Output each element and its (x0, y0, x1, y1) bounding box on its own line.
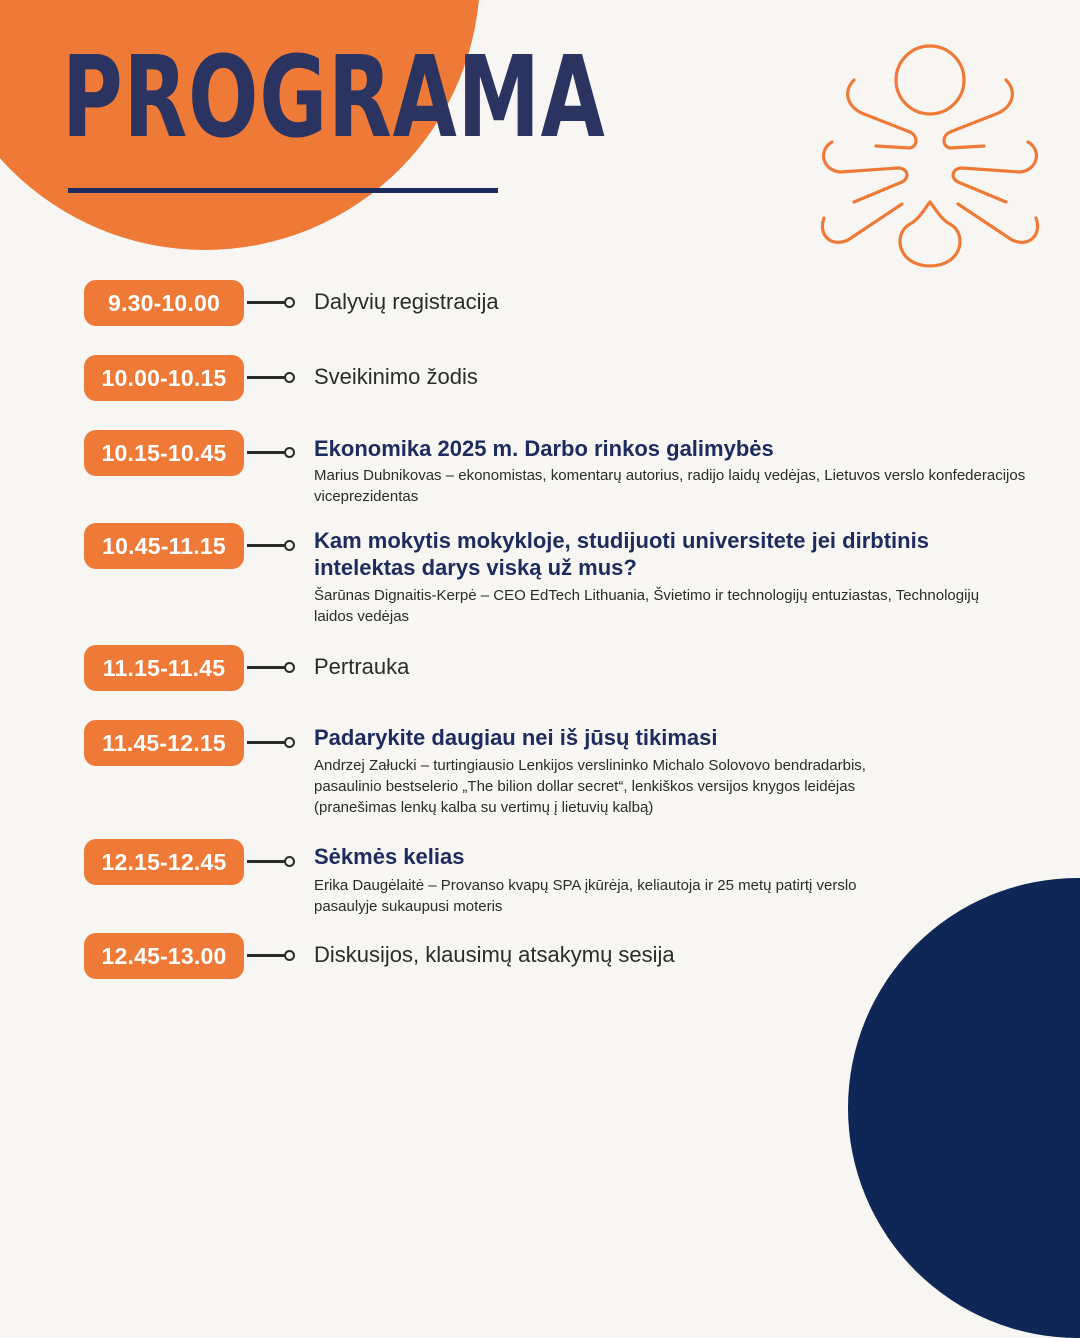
connector-line (247, 860, 285, 863)
connector-line (247, 544, 285, 547)
time-badge: 12.45-13.00 (84, 933, 244, 979)
time-badge: 10.00-10.15 (84, 355, 244, 401)
connector-line (247, 301, 285, 304)
connector-dot-icon (284, 662, 295, 673)
page-title: PROGRAMA (62, 33, 606, 163)
flower-logo-icon (814, 34, 1046, 270)
time-badge: 10.15-10.45 (84, 430, 244, 476)
speaker-info: Šarūnas Dignaitis-Kerpė – CEO EdTech Lithuania, Švietimo ir technologijų entuziastas, Technologijų laidos vedėjas (314, 587, 980, 625)
connector-line (247, 954, 285, 957)
connector-dot-icon (284, 297, 295, 308)
connector-dot-icon (284, 540, 295, 551)
time-badge: 9.30-10.00 (84, 280, 244, 326)
connector-dot-icon (284, 447, 295, 458)
time-badge: 12.15-12.45 (84, 839, 244, 885)
connector-dot-icon (284, 950, 295, 961)
session-title: Padarykite daugiau nei iš jūsų tikimasi (314, 725, 718, 750)
title-underline (68, 188, 498, 193)
connector-line (247, 451, 285, 454)
session-title: Dalyvių registracija (314, 289, 499, 314)
connector-dot-icon (284, 737, 295, 748)
connector-line (247, 741, 285, 744)
connector-dot-icon (284, 856, 295, 867)
time-badge: 11.15-11.45 (84, 645, 244, 691)
time-badge: 10.45-11.15 (84, 523, 244, 569)
session-title: Pertrauka (314, 654, 410, 679)
speaker-info: Andrzej Załucki – turtingiausio Lenkijos verslininko Michalo Solovovo bendradarbis, pasaulinio bestselerio „The bilion dollar secret“, lenkiškos versijos knygos leidėjas (pranešimas lenkų kalba su vertimų į lietuvių kalbą) (314, 757, 866, 816)
session-title: Kam mokytis mokykloje, studijuoti universitete jei dirbtinis intelektas darys viską už mus? (314, 528, 929, 580)
session-title: Sveikinimo žodis (314, 364, 478, 389)
connector-dot-icon (284, 372, 295, 383)
connector-line (247, 376, 285, 379)
speaker-info: Erika Daugėlaitė – Provanso kvapų SPA įkūrėja, keliautoja ir 25 metų patirtį verslo pasaulyje sukaupusi moteris (314, 877, 857, 915)
session-title: Ekonomika 2025 m. Darbo rinkos galimybės (314, 436, 774, 461)
speaker-info: Marius Dubnikovas – ekonomistas, komentarų autorius, radijo laidų vedėjas, Lietuvos verslo konfederacijos viceprezidentas (314, 467, 1026, 505)
time-badge: 11.45-12.15 (84, 720, 244, 766)
navy-corner-circle (848, 878, 1080, 1338)
session-title: Diskusijos, klausimų atsakymų sesija (314, 942, 675, 967)
session-title: Sėkmės kelias (314, 844, 465, 869)
connector-line (247, 666, 285, 669)
